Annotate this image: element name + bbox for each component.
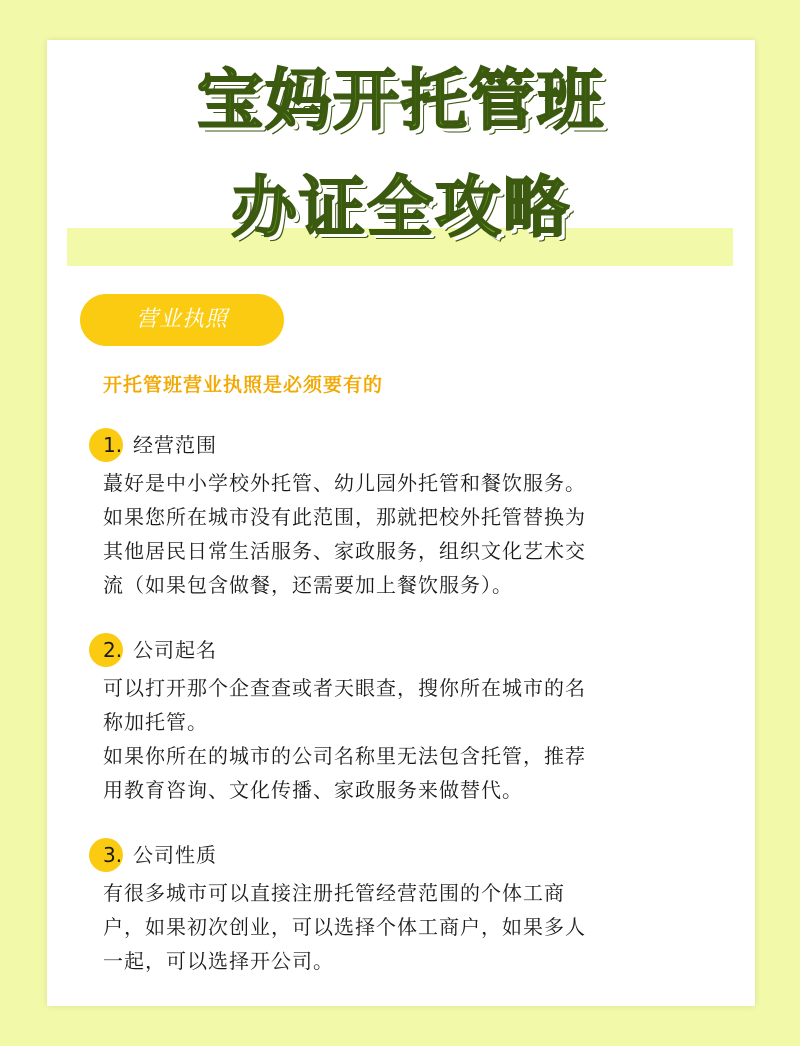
section-pill-label: 营业执照	[80, 294, 284, 346]
title-line-1: 宝妈开托管班	[197, 62, 605, 139]
item-number: 1.	[103, 433, 123, 457]
item-heading: 经营范围	[133, 433, 217, 457]
item-body: 可以打开那个企查查或者天眼查，搜你所在城市的名 称加托管。 如果你所在的城市的公司名称里无法包含托管，推荐 用教育咨询、文化传播、家政服务来做替代。	[103, 676, 586, 802]
item-heading-row	[103, 635, 723, 669]
item-heading: 公司起名	[133, 638, 217, 662]
title-line-2: 办证全攻略	[231, 169, 571, 246]
list-item	[103, 840, 723, 978]
item-body: 有很多城市可以直接注册托管经营范围的个体工商 户，如果初次创业，可以选择个体工商户，如果多人 一起，可以选择开公司。	[103, 881, 586, 973]
item-heading-row	[103, 840, 723, 874]
list-item	[103, 635, 723, 807]
item-number: 2.	[103, 638, 123, 662]
item-heading: 公司性质	[133, 843, 217, 867]
section-subtitle: 开托管班营业执照是必须要有的	[103, 374, 384, 396]
item-body: 蕞好是中小学校外托管、幼儿园外托管和餐饮服务。 如果您所在城市没有此范围，那就把校外托管替换为 其他居民日常生活服务、家政服务，组织文化艺术交 流（如果包含做餐，还需要加上餐饮服务）。	[103, 471, 586, 597]
item-number: 3.	[103, 843, 123, 867]
content-card	[47, 40, 755, 1006]
list-item	[103, 430, 723, 602]
item-heading-row	[103, 430, 723, 464]
